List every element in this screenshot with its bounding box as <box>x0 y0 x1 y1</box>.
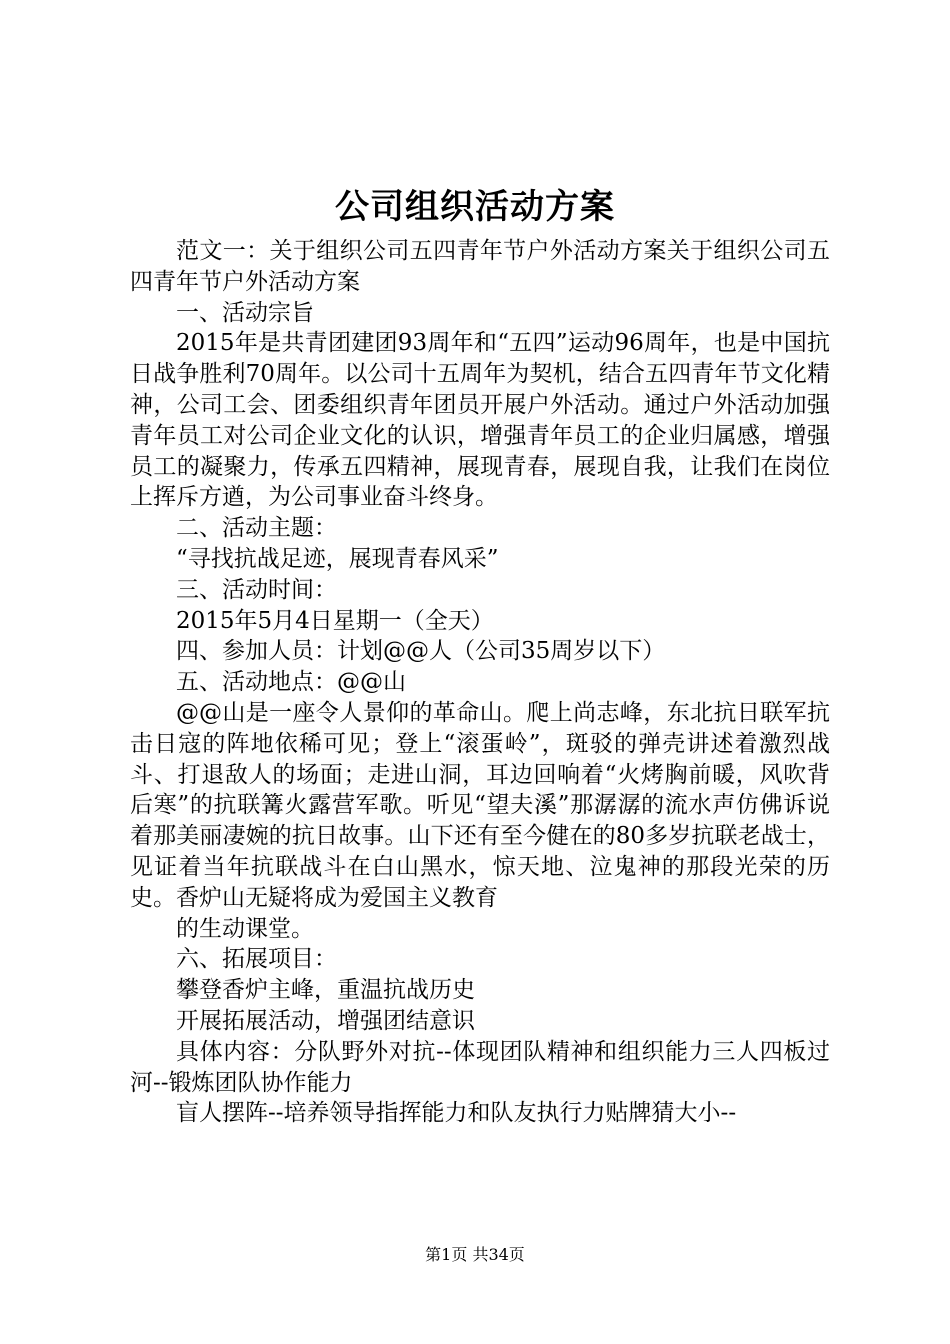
paragraph-purpose: 2015年是共青团建团93周年和“五四”运动96周年，也是中国抗日战争胜利70周年。以公司十五周年为契机，结合五四青年节文化精神，公司工会、团委组织青年团员开展户外活动。通过户外活动加强青年员工对公司企业文化的认识，增强青年员工的企业归属感，增强员工的凝聚力，传承五四精神，展现青春，展现自我，让我们在岗位上挥斥方遒，为公司事业奋斗终身。 <box>130 330 830 511</box>
page-footer: 第1页 共34页 <box>425 1245 525 1264</box>
document-body <box>130 236 830 1129</box>
paragraph-location-description: @@山是一座令人景仰的革命山。爬上尚志峰，东北抗日联军抗击日寇的阵地依稀可见；登上“滚蛋岭”，斑驳的弹壳讲述着激烈战斗、打退敌人的场面；走进山洞，耳边回响着“火烤胸前暖，风吹背后寒”的抗联篝火露营军歌。听见“望夫溪”那潺潺的流水声仿佛诉说着那美丽凄婉的抗日故事。山下还有至今健在的80多岁抗联老战士，见证着当年抗联战斗在白山黑水，惊天地、泣鬼神的那段光荣的历史。香炉山无疑将成为爱国主义教育 <box>130 699 830 911</box>
paragraph-activity-teamwork: 开展拓展活动，增强团结意识 <box>176 1007 475 1034</box>
paragraph-location-continued: 的生动课堂。 <box>176 915 314 942</box>
heading-purpose: 一、活动宗旨 <box>176 299 314 326</box>
paragraph-theme: “寻找抗战足迹，展现青春风采” <box>176 545 499 572</box>
paragraph-time: 2015年5月4日星期一（全天） <box>176 607 494 634</box>
paragraph-activity-climb: 攀登香炉主峰，重温抗战历史 <box>176 977 475 1004</box>
paragraph-intro: 范文一：关于组织公司五四青年节户外活动方案关于组织公司五四青年节户外活动方案 <box>130 238 830 295</box>
document-title: 公司组织活动方案 <box>335 187 615 227</box>
paragraph-participants: 四、参加人员：计划@@人（公司35周岁以下） <box>176 638 666 665</box>
heading-theme: 二、活动主题： <box>176 515 337 542</box>
paragraph-activity-details: 具体内容：分队野外对抗--体现团队精神和组织能力三人四板过河--锻炼团队协作能力 <box>130 1038 830 1096</box>
paragraph-activity-more: 盲人摆阵--培养领导指挥能力和队友执行力贴牌猜大小-- <box>176 1100 737 1127</box>
heading-time: 三、活动时间： <box>176 576 337 603</box>
heading-activities: 六、拓展项目： <box>176 946 337 973</box>
paragraph-location: 五、活动地点：@@山 <box>176 669 406 696</box>
